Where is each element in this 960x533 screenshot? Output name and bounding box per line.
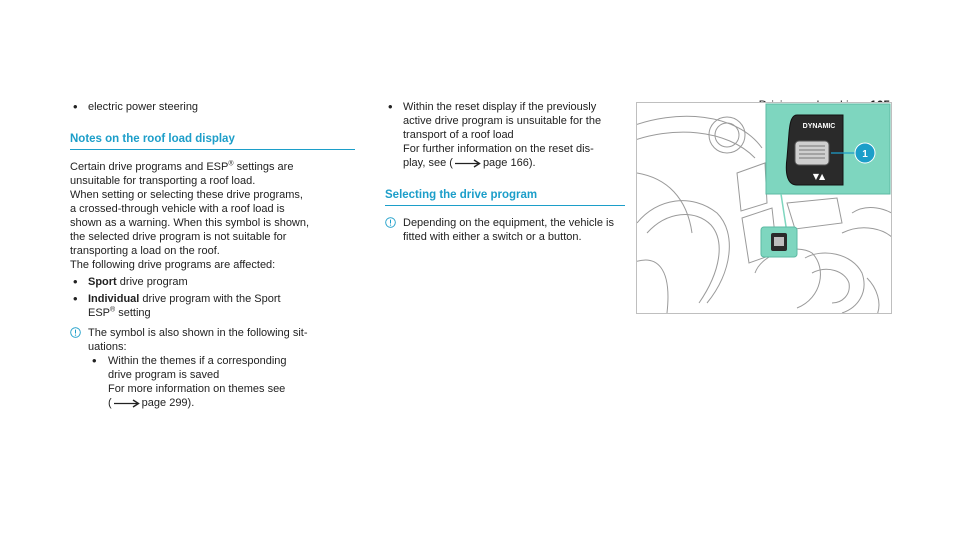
sub-list-item: • Within the themes if a corresponding <box>70 354 355 368</box>
drive-program-switch <box>795 141 829 165</box>
paragraph-line: When setting or selecting these drive programs, <box>70 189 303 201</box>
reference-arrow-icon <box>455 159 481 168</box>
note-line: The symbol is also shown in the following sit- <box>88 327 308 339</box>
paragraph-line: shown as a warning. When this symbol is shown, <box>70 217 310 229</box>
reference-link[interactable]: play, see ( page 166). <box>403 157 536 169</box>
switch-arrows: ▼▲ <box>812 172 826 181</box>
list-item: • electric power steering <box>70 100 355 114</box>
note-icon <box>70 327 81 338</box>
section-heading-roof-load: Notes on the roof load display <box>70 132 355 150</box>
paragraph-line: transporting a load on the roof. <box>70 245 220 257</box>
reference-arrow-icon <box>114 399 140 408</box>
paragraph-line: a crossed-through vehicle with a roof load is <box>70 203 285 215</box>
note-icon <box>385 217 396 228</box>
list-item: • Within the reset display if the previously <box>385 100 625 114</box>
note-line: uations: <box>88 341 127 353</box>
list-item-continuation: transport of a roof load <box>403 129 514 141</box>
section-heading-drive-program: Selecting the drive program <box>385 188 625 206</box>
note-block <box>70 326 355 354</box>
list-item-continuation: active drive program is unsuitable for the <box>403 115 602 127</box>
left-column <box>70 100 355 410</box>
paragraph-line: unsuitable for transporting a roof load. <box>70 175 256 187</box>
note-line: Depending on the equipment, the vehicle is <box>403 217 614 229</box>
switch-label: DYNAMIC <box>802 123 836 130</box>
note-line: fitted with either a switch or a button. <box>403 231 582 243</box>
paragraph-line: The following drive programs are affected: <box>70 259 276 271</box>
paragraph: Certain drive programs and ESP® settings are <box>70 160 294 173</box>
paragraph-line: the selected drive program is not suitable for <box>70 231 287 243</box>
reference-link[interactable]: ( page 299). <box>108 397 195 409</box>
callout-number: 1 <box>862 149 868 160</box>
info-line: For further information on the reset dis- <box>403 143 594 155</box>
list-item-continuation: ESP® setting <box>88 306 151 319</box>
note-block <box>385 216 625 244</box>
reference-line: For more information on themes see <box>108 383 286 395</box>
middle-column <box>385 100 625 244</box>
list-item-sport: • Sport drive program <box>70 275 355 289</box>
drive-program-switch-illustration <box>636 102 892 314</box>
list-item-individual: • Individual drive program with the Sport <box>70 292 355 306</box>
sub-list-item-continuation: drive program is saved <box>108 369 220 381</box>
center-console-drawing <box>637 103 891 313</box>
